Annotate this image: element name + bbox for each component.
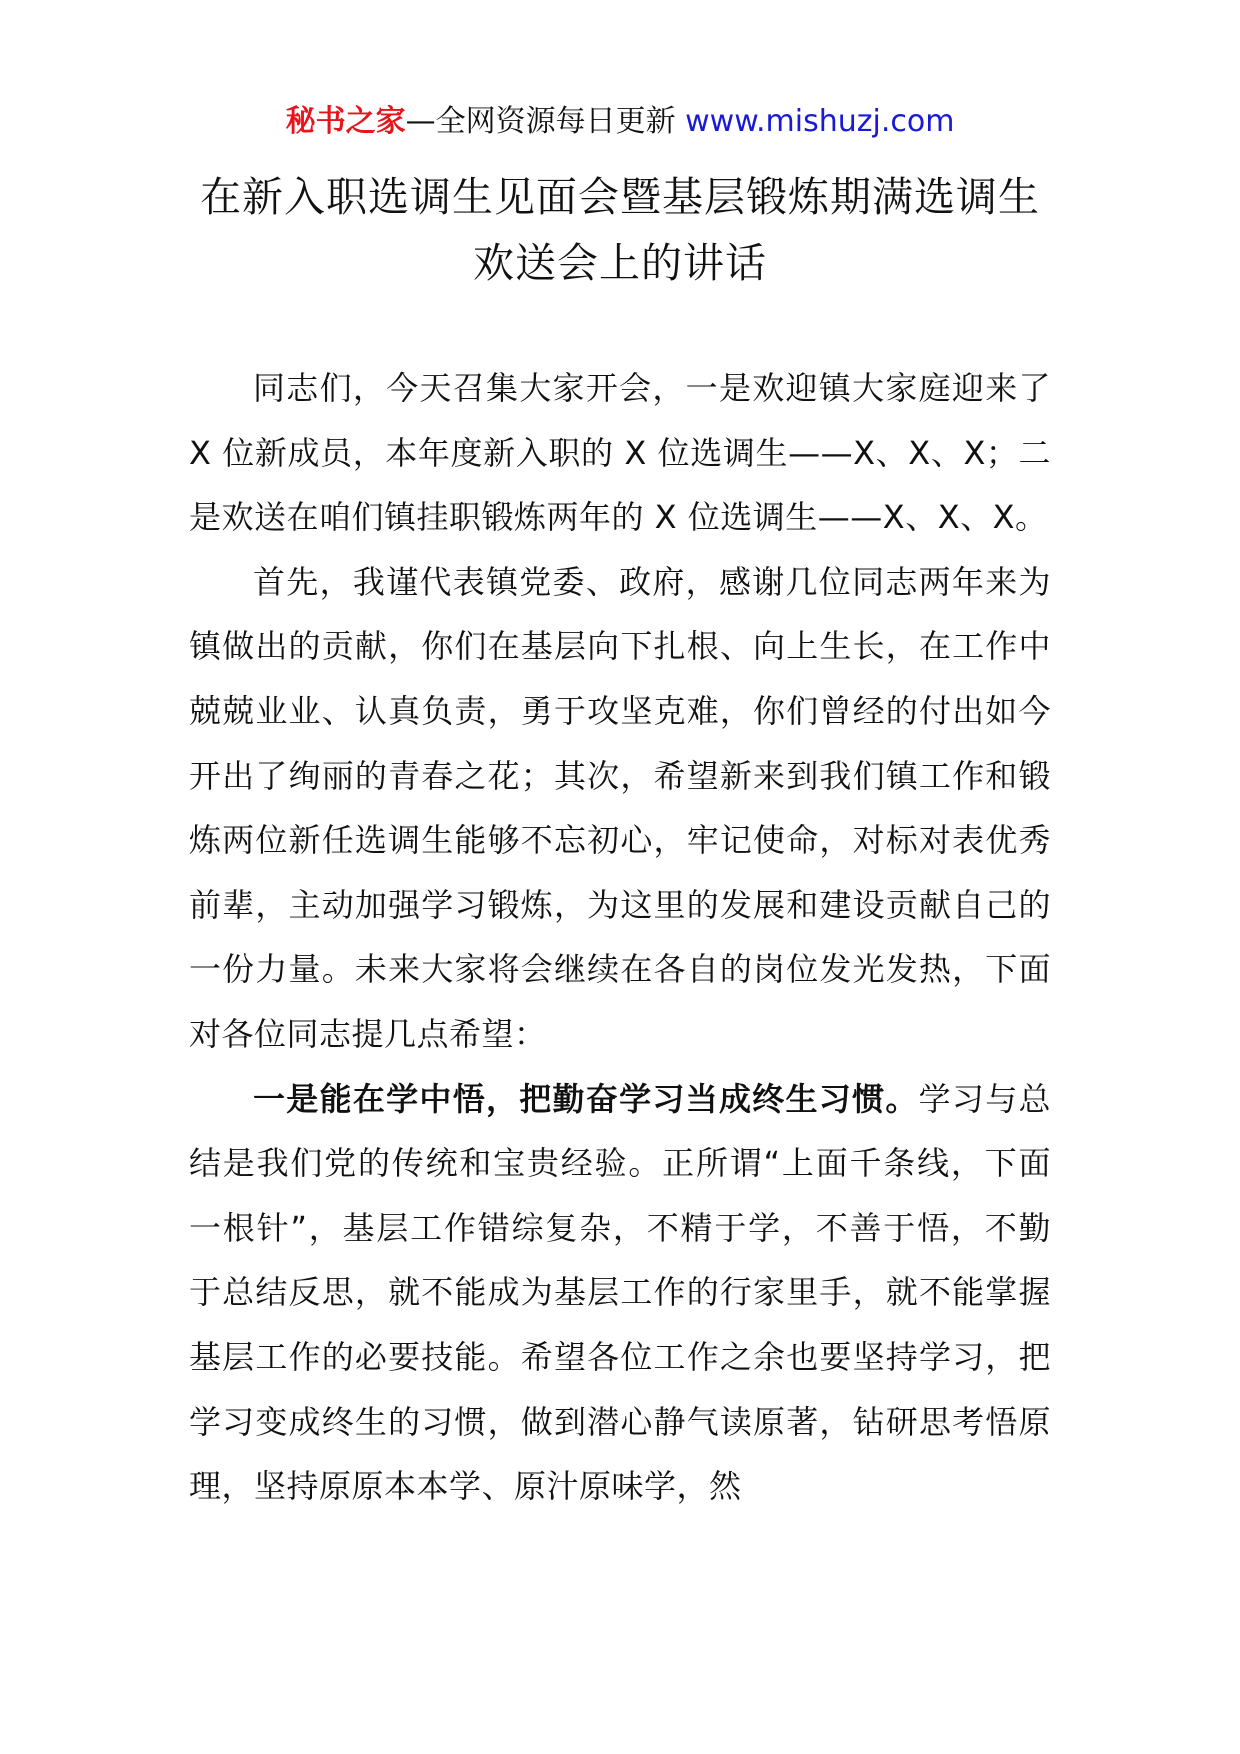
brand-name: 秘书之家 [285,104,406,139]
paragraph-3-lead: 一是能在学中悟，把勤奋学习当成终生习惯。 [253,1079,919,1118]
title-line-2: 欢送会上的讲话 [473,239,767,287]
paragraph-3-text: 学习与总结是我们党的传统和宝贵经验。正所谓“上面千条线，下面一根针”，基层工作错综复杂，不精于学，不善于悟，不勤于总结反思，就不能成为基层工作的行家里手，就不能掌握基层工作的必要技能。希望各位工作之余也要坚持学习，把学习变成终生的习惯，做到潜心静气读原著，钻研思考悟原理，坚持原原本本学、原汁原味学，然 [189,1079,1051,1506]
site-header [0,100,1240,144]
site-url-link[interactable]: www.mishuzj.com [685,104,955,139]
paragraph-3 [189,1067,1051,1519]
paragraph-2: 首先，我谨代表镇党委、政府，感谢几位同志两年来为镇做出的贡献，你们在基层向下扎根、向上生长，在工作中兢兢业业、认真负责，勇于攻坚克难，你们曾经的付出如今开出了绚丽的青春之花；其次，希望新来到我们镇工作和锻炼两位新任选调生能够不忘初心，牢记使命，对标对表优秀前辈，主动加强学习锻炼，为这里的发展和建设贡献自己的一份力量。未来大家将会继续在各自的岗位发光发热，下面对各位同志提几点希望： [189,562,1051,1053]
header-tagline: —全网资源每日更新 [405,104,686,139]
document-body [189,356,1051,1519]
document-title [190,164,1050,296]
paragraph-1: 同志们，今天召集大家开会，一是欢迎镇大家庭迎来了 X 位新成员，本年度新入职的 X 位选调生——X、X、X；二是欢送在咱们镇挂职锻炼两年的 X 位选调生——X、X、X。 [189,369,1051,537]
title-line-1: 在新入职选调生见面会暨基层锻炼期满选调生 [200,173,1040,221]
